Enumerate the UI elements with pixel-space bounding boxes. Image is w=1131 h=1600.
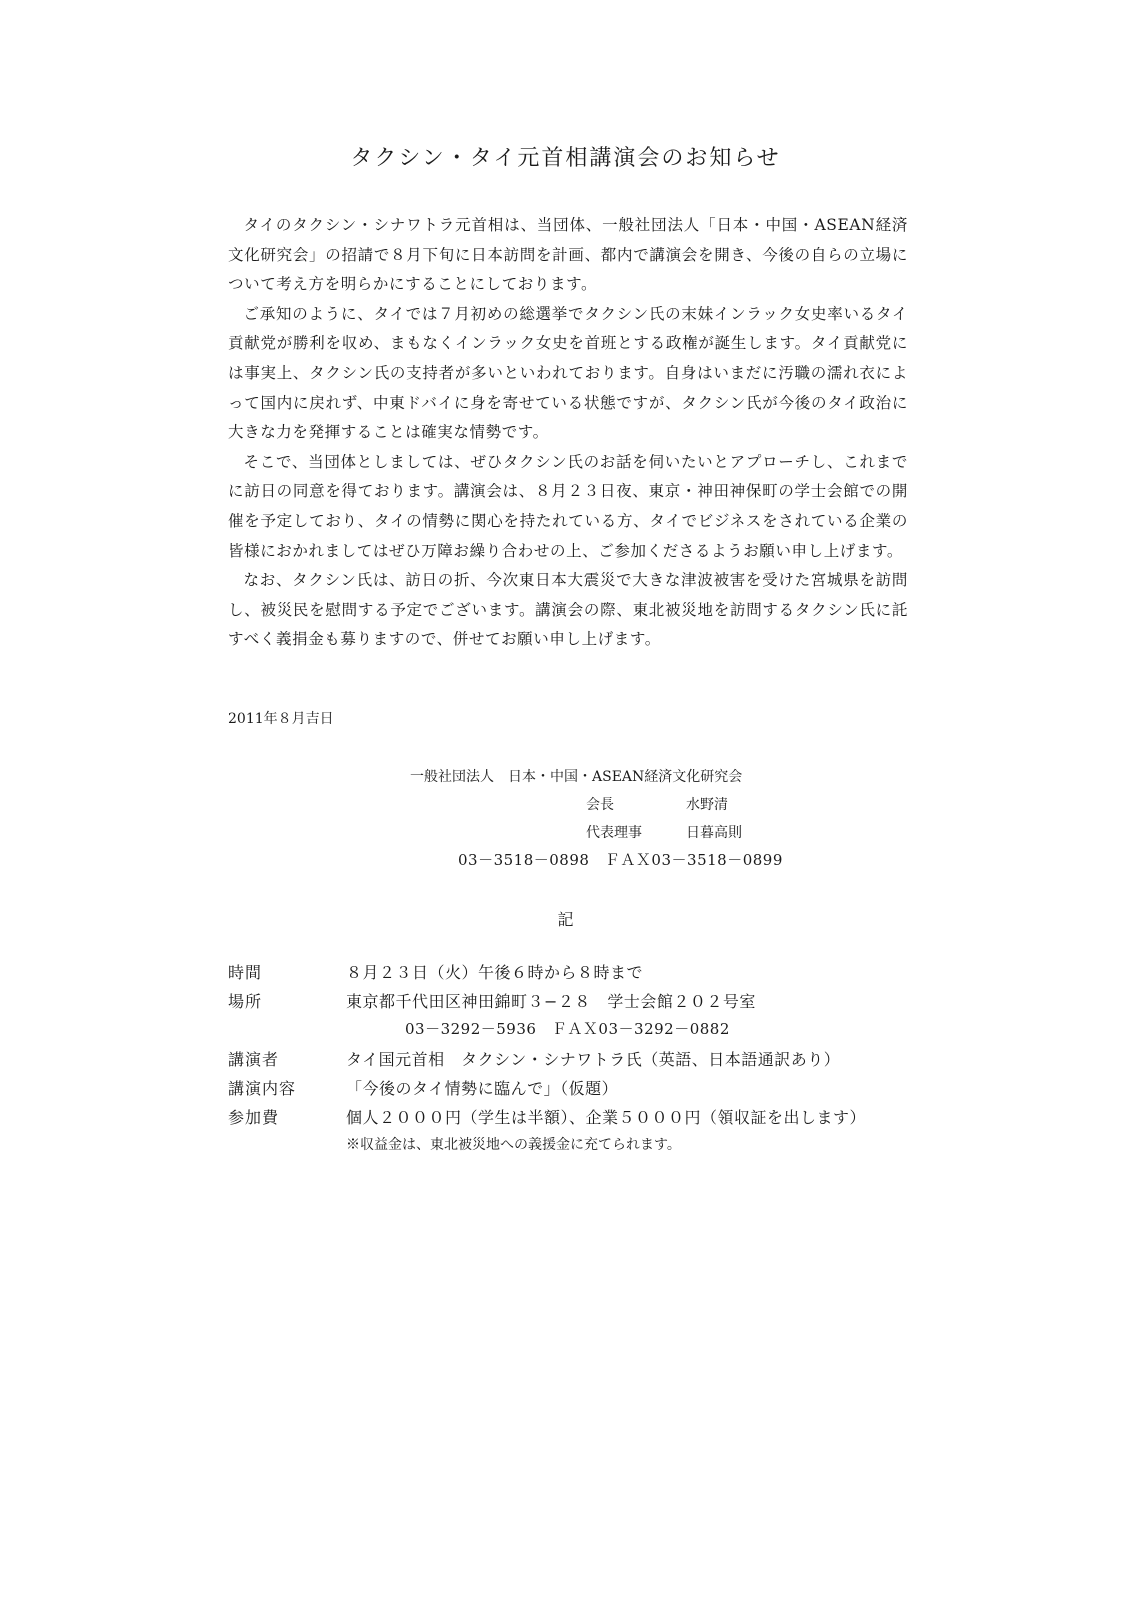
body-text xyxy=(228,211,908,655)
detail-row-speaker xyxy=(228,1047,928,1076)
detail-value: ８月２３日（火）午後６時から８時まで xyxy=(346,963,644,982)
detail-row-place xyxy=(228,989,928,1018)
ki-heading: 記 xyxy=(557,910,574,929)
fee-note: ※収益金は、東北被災地への義援金に充てられます。 xyxy=(346,1137,681,1153)
signatory-name: 日暮高則 xyxy=(686,825,742,841)
detail-value: 03－3292－5936 ＦＡＸ03－3292－0882 xyxy=(405,1020,730,1038)
detail-value: 「今後のタイ情勢に臨んで」（仮題） xyxy=(346,1079,619,1098)
signatory-row xyxy=(410,791,742,819)
paragraph-2: ご承知のように、タイでは７月初めの総選挙でタクシン氏の末妹インラック女史率いるタイ貢献党が勝利を収め、まもなくインラック女史を首班とする政権が誕生します。タイ貢献党には事実上、タクシン氏の支持者が多いといわれております。自身はいまだに汚職の濡れ衣によって国内に戻れず、中東ドバイに身を寄せている状態ですが、タクシン氏が今後のタイ政治に大きな力を発揮することは確実な情勢です。 xyxy=(228,304,908,442)
detail-label: 参加費 xyxy=(228,1108,280,1127)
contact-numbers: 03－3518－0898 ＦＡＸ03－3518－0899 xyxy=(458,851,783,869)
paragraph-4: なお、タクシン氏は、訪日の折、今次東日本大震災で大きな津波被害を受けた宮城県を訪問し、被災民を慰問する予定でございます。講演会の際、東北被災地を訪問するタクシン氏に託すべく義捐金も募りますので、併せてお願い申し上げます。 xyxy=(228,571,908,649)
detail-row-topic xyxy=(228,1076,928,1105)
detail-value: 東京都千代田区神田錦町３−２８ 学士会館２０２号室 xyxy=(346,992,756,1011)
detail-row-place-phone xyxy=(228,1018,928,1047)
signatory-name: 水野清 xyxy=(686,797,728,813)
organization-name: 一般社団法人 日本・中国・ASEAN経済文化研究会 xyxy=(410,769,743,785)
signatory-row xyxy=(410,819,742,847)
detail-label: 時間 xyxy=(228,963,263,982)
document-title: タクシン・タイ元首相講演会のお知らせ xyxy=(350,146,781,171)
detail-value: タイ国元首相 タクシン・シナワトラ氏（英語、日本語通訳あり） xyxy=(346,1050,841,1069)
detail-row-fee xyxy=(228,1105,928,1134)
detail-label: 場所 xyxy=(228,992,263,1011)
signatory-role: 会長 xyxy=(586,797,614,813)
signatory-role: 代表理事 xyxy=(586,825,642,841)
document-date: 2011年８月吉日 xyxy=(228,711,334,727)
organization-block xyxy=(410,763,742,847)
detail-label: 講演内容 xyxy=(228,1079,297,1098)
detail-label: 講演者 xyxy=(228,1050,280,1069)
event-details xyxy=(228,960,928,1163)
detail-value: 個人２０００円（学生は半額）、企業５０００円（領収証を出します） xyxy=(346,1108,867,1127)
paragraph-3: そこで、当団体としましては、ぜひタクシン氏のお話を伺いたいとアプローチし、これまでに訪日の同意を得ております。講演会は、８月２３日夜、東京・神田神保町の学士会館での開催を予定しており、タイの情勢に関心を持たれている方、タイでビジネスをされている企業の皆様におかれましてはぜひ万障お繰り合わせの上、ご参加くださるようお願い申し上げます。 xyxy=(228,452,908,560)
paragraph-1: タイのタクシン・シナワトラ元首相は、当団体、一般社団法人「日本・中国・ASEAN経済文化研究会」の招請で８月下旬に日本訪問を計画、都内で講演会を開き、今後の自らの立場について考え方を明らかにすることにしております。 xyxy=(228,216,908,294)
detail-row-fee-note xyxy=(228,1134,928,1163)
detail-row-time xyxy=(228,960,928,989)
